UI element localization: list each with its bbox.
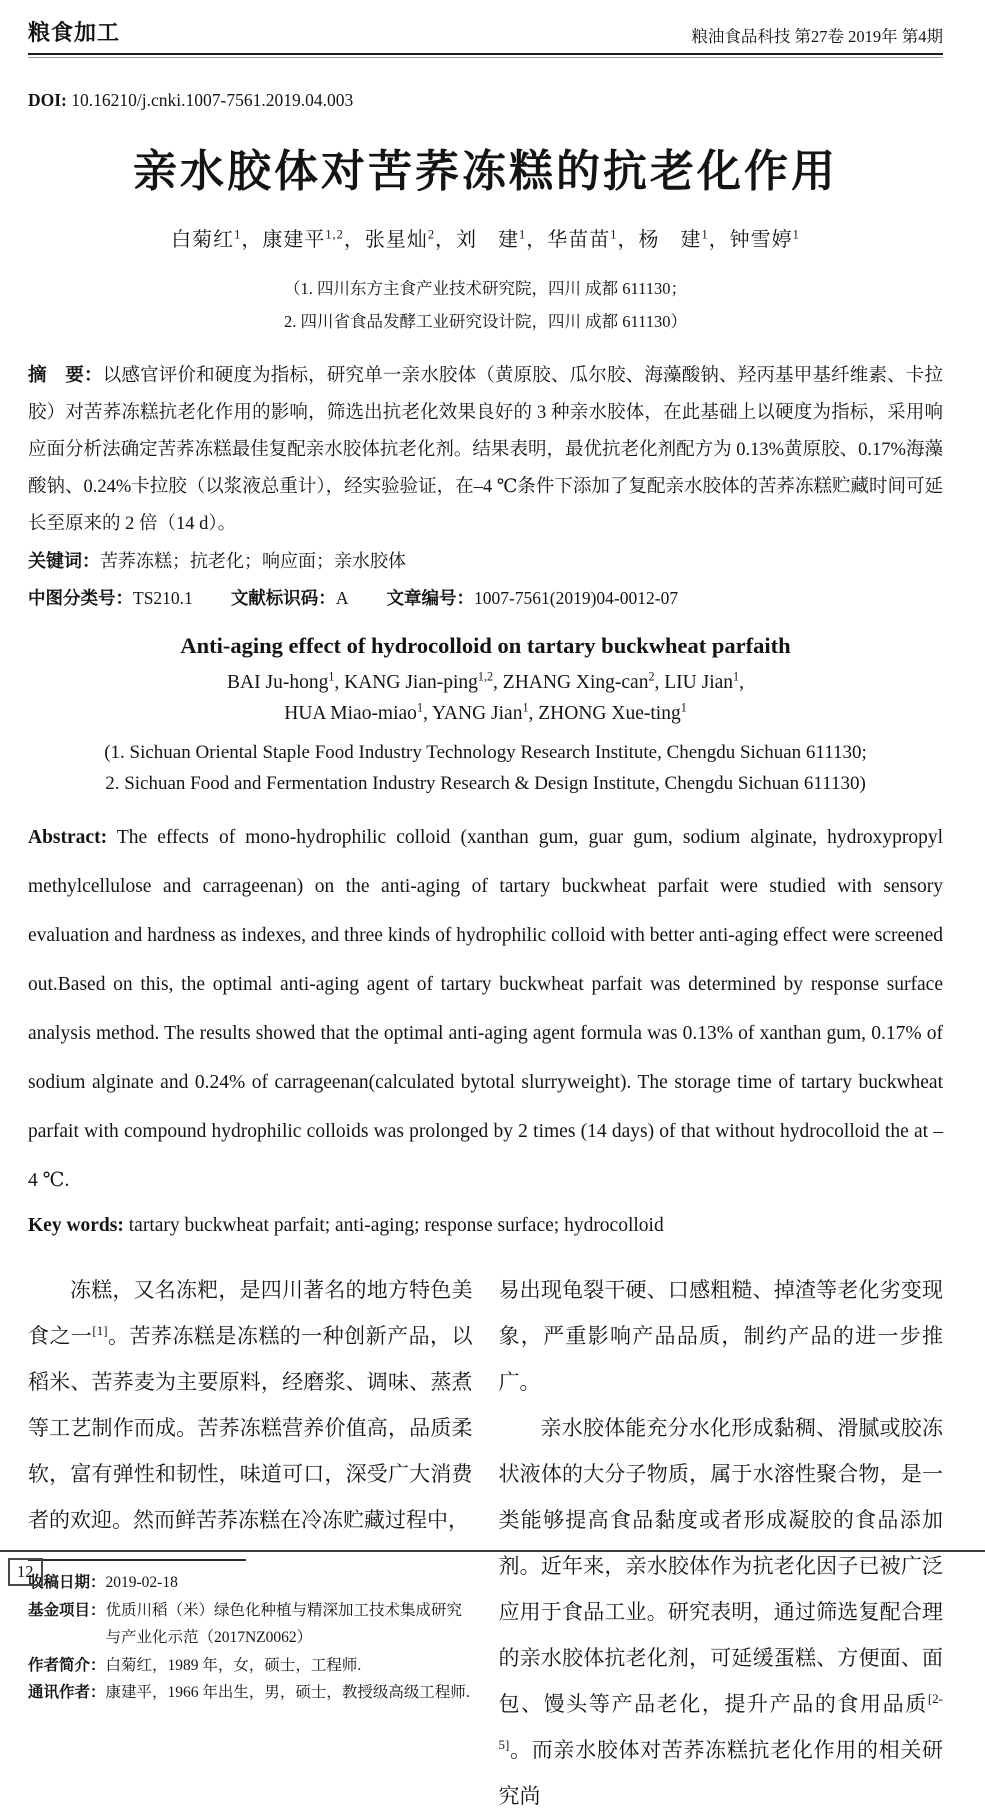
paper-title-cn: 亲水胶体对苦荞冻糕的抗老化作用 [133,147,838,196]
authors-en [28,667,943,729]
footnote-received-label: 收稿日期： [28,1574,106,1591]
body-right-column [499,1267,944,1819]
authors-en-line: HUA Miao-miao$^1$, YANG Jian$^1$, ZHONG Xue-ting$^1$ [284,700,687,724]
authors-en-line: BAI Ju-hong$^1$, KANG Jian-ping$^{1,2}$, ZHANG Xing-can$^2$, LIU Jian$^1$, [227,669,744,693]
footnote-fund-value: 优质川稻（米）绿色化种植与精深加工技术集成研究与产业化示范（2017NZ0062） [105,1601,463,1646]
body-left-column [28,1267,473,1819]
footnote-rule [28,1559,246,1561]
affiliations-cn [28,272,943,338]
body-left-paragraphs [28,1267,473,1543]
footnote-received-value: 2019-02-18 [105,1574,178,1591]
authors-cn: 白菊红$^1$，康建平$^{1,2}$，张星灿$^2$，刘 建$^1$，华苗苗$^1$，杨 建$^1$，钟雪婷$^1$ [171,227,800,251]
footnote [28,1569,473,1707]
footnote-author-bio-value: 白菊红，1989 年，女，硕士，工程师. [105,1656,362,1674]
keywords-cn-text: 苦荞冻糕；抗老化；响应面；亲水胶体 [100,551,406,571]
footnote-corresponding-label: 通讯作者： [28,1684,106,1701]
abstract-cn [28,358,943,617]
doi-line [28,90,943,111]
abstract-en [28,813,943,1247]
body-right-paragraphs [499,1267,944,1819]
footnote-author-bio-label: 作者简介： [28,1656,106,1674]
affiliation-cn-line: 2. 四川省食品发酵工业研究设计院，四川 成都 611130） [283,312,688,331]
body-paragraph: 冻糕，又名冻粑，是四川著名的地方特色美食之一[1]。苦荞冻糕是冻糕的一种创新产品，以稻米、苦荞麦为主要原料，经磨浆、调味、蒸煮等工艺制作而成。苦荞冻糕营养价值高，品质柔软，富有弹性和韧性，味道可口，深受广大消费者的欢迎。然而鲜苦荞冻糕在冷冻贮藏过程中， [28,1278,473,1532]
classification-item: 中图分类号：TS210.1 [28,588,193,608]
body-paragraph: 亲水胶体能充分水化形成黏稠、滑腻或胶冻状液体的大分子物质，属于水溶性聚合物，是一类能够提高食品黏度或者形成凝胶的食品添加剂。近年来，亲水胶体作为抗老化因子已被广泛应用于食品工业。研究表明，通过筛选复配合理的亲水胶体抗老化剂，可延缓蛋糕、方便面、面包、馒头等产品老化，提升产品的食用品质[2-5]。而亲水胶体对苦荞冻糕抗老化作用的相关研究尚 [498,1416,943,1808]
footnote-fund [28,1597,473,1652]
header-rule-dark [28,53,943,55]
classification-item: 文献标识码：A [230,588,349,608]
body-paragraph: 易出现龟裂干硬、口感粗糙、掉渣等老化劣变现象，严重影响产品品质，制约产品的进一步推广。 [498,1278,943,1394]
abstract-cn-label: 摘 要： [28,366,103,386]
page-number-value: 12 [17,1562,34,1581]
journal-section: 粮食加工 [28,20,121,45]
footnote-corresponding-value: 康建平，1966 年出生，男，硕士，教授级高级工程师. [105,1684,470,1701]
journal-info: 粮油食品科技 第27卷 2019年 第4期 [691,27,943,46]
abstract-en-label: Abstract: [28,827,108,848]
footnote-author-bio [28,1652,473,1680]
page-number [8,1558,43,1586]
affiliation-cn-line: （1. 四川东方主食产业技术研究院，四川 成都 611130； [283,279,688,298]
classification-item: 文章编号：1007-7561(2019)04-0012-07 [386,588,679,608]
header-rule-gray [28,57,943,58]
abstract-en-text: The effects of mono-hydrophilic colloid (xanthan gum, guar gum, sodium alginate, hydroxypropyl methylcellulose and carrageenan) on the anti-aging of tartary buckwheat parfait were studied with sensory evaluation and hardness as indexes, and three kinds of hydrophilic colloid with better anti-aging effect were screened out.Based on this, the optimal anti-aging agent of tartary buckwheat parfait was determined by response surface analysis method. The results showed that the optimal anti-aging agent formula was 0.13% of xanthan gum, 0.17% of sodium alginate and 0.24% of carrageenan(calculated bytotal slurryweight). The storage time of tartary buckwheat parfait with compound hydrophilic colloids was prolonged by 2 times (14 days) of that without hydrocolloid the at –4 ℃. [28,827,943,1191]
affiliations-en [28,737,943,799]
classification-line [28,580,943,617]
footnote-fund-label: 基金项目： [28,1601,106,1619]
footnote-received [28,1569,473,1597]
footer-rule [0,1550,985,1552]
abstract-cn-text: 以感官评价和硬度为指标，研究单一亲水胶体（黄原胶、瓜尔胶、海藻酸钠、羟丙基甲基纤维素、卡拉胶）对苦荞冻糕抗老化作用的影响，筛选出抗老化效果良好的 3 种亲水胶体，在此基础上以硬度为指标，采用响应面分析法确定苦荞冻糕最佳复配亲水胶体抗老化剂。结果表明，最优抗老化剂配方为 0.13%黄原胶、0.17%海藻酸钠、0.24%卡拉胶（以浆液总重计），经实验验证，在–4 ℃条件下添加了复配亲水胶体的苦荞冻糕贮藏时间可延长至原来的 2 倍（14 d）。 [28,366,943,534]
journal-header [28,12,943,53]
doi-label: DOI: [28,90,67,110]
paper-title-en: Anti-aging effect of hydrocolloid on tartary buckwheat parfaith [180,633,791,658]
affiliation-en-line: (1. Sichuan Oriental Staple Food Industry Technology Research Institute, Chengdu Sichuan 611130; [104,742,867,763]
body-columns [28,1267,943,1819]
keywords-cn-label: 关键词： [28,551,100,571]
doi-value: 10.16210/j.cnki.1007-7561.2019.04.003 [71,90,354,110]
footnote-corresponding [28,1679,473,1707]
keywords-en [28,1205,943,1247]
affiliation-en-line: 2. Sichuan Food and Fermentation Industry Research & Design Institute, Chengdu Sichuan 611130) [105,773,866,794]
keywords-en-text: tartary buckwheat parfait; anti-aging; response surface; hydrocolloid [128,1215,664,1236]
keywords-cn [28,543,943,580]
keywords-en-label: Key words: [28,1215,124,1236]
